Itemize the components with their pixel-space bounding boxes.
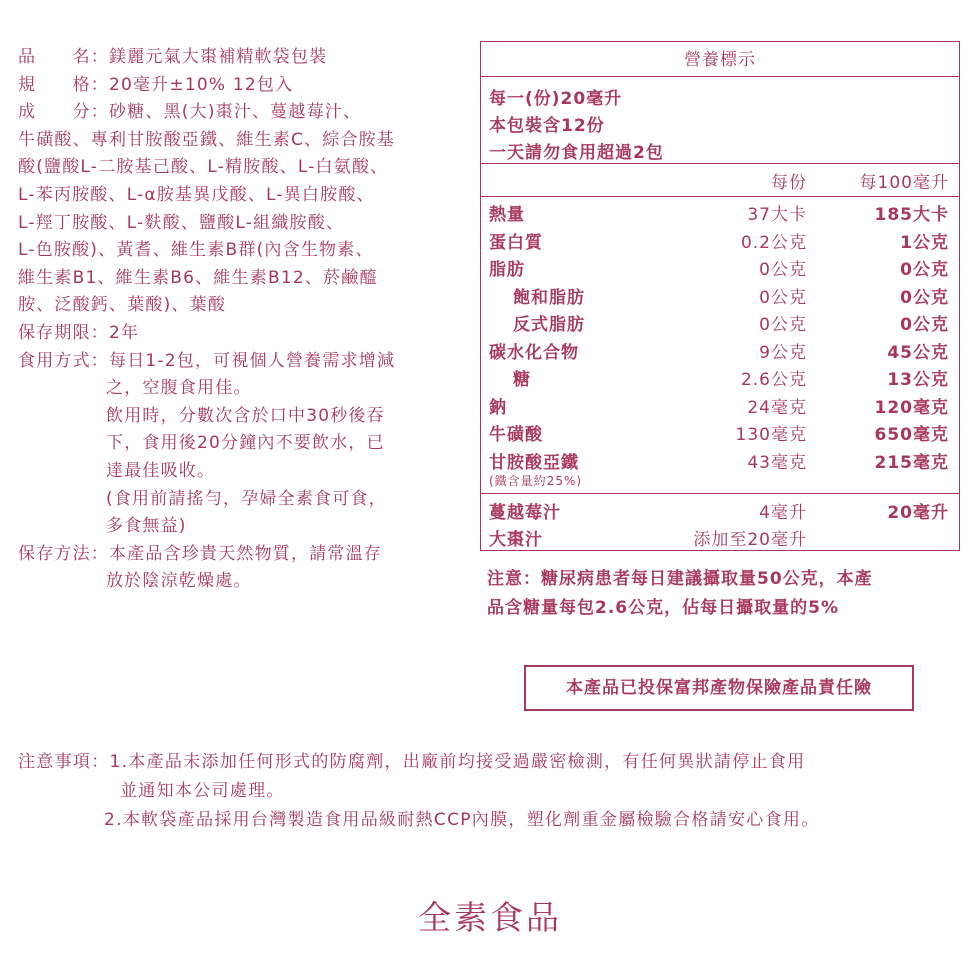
usage-cont-line: 達最佳吸收。 [106, 460, 216, 481]
table-row [481, 498, 959, 526]
table-row [481, 283, 959, 311]
ingredients-line: 牛磺酸、專利甘胺酸亞鐵、維生素C、綜合胺基 [18, 129, 396, 150]
table-row [481, 228, 959, 256]
usage-cont-line: 飲用時，分數次含於口中30秒後吞 [106, 405, 385, 426]
row-per-100: 20毫升 [887, 503, 949, 523]
ingredients-line: 維生素B1、維生素B6、維生素B12、菸鹼醯 [18, 267, 378, 288]
row-per-100: 1公克 [900, 232, 949, 253]
footer-line: 2.本軟袋產品採用台灣製造食用品級耐熱CCP內膜，塑化劑重金屬檢驗合格請安心食用。 [104, 810, 820, 830]
usage-cont-line: 下，食用後20分鐘內不要飲水，已 [106, 433, 385, 454]
note-line: 注意：糖尿病患者每日建議攝取量50公克，本產 [487, 569, 873, 589]
iron-note-row [481, 472, 959, 500]
row-per-100: 215毫克 [874, 452, 949, 473]
row-name: 飽和脂肪 [513, 287, 585, 308]
row-per-100: 120毫克 [874, 397, 949, 418]
row-per-100: 0公克 [900, 287, 949, 308]
daily-limit: 一天請勿食用超過2包 [489, 143, 664, 163]
row-name: 脂肪 [489, 260, 525, 280]
divider [481, 196, 959, 197]
ingredients-line: L-色胺酸)、黃耆、維生素B群(內含生物素、 [18, 240, 374, 261]
vegan-label: 全素食品 [418, 898, 562, 937]
table-row [481, 255, 959, 283]
usage-line: 食用方式：每日1-2包，可視個人營養需求增減 [18, 350, 396, 371]
row-name: 反式脂肪 [513, 315, 585, 335]
row-per-100: 0公克 [900, 315, 949, 335]
ingredients-line: 成 分：砂糖、黑(大)棗汁、蔓越莓汁、 [18, 102, 362, 123]
row-per-serving: 4毫升 [759, 503, 807, 523]
table-row [481, 420, 959, 448]
row-name: 熱量 [489, 205, 525, 225]
row-name: 甘胺酸亞鐵 [489, 452, 579, 473]
row-per-serving: 0公克 [759, 315, 807, 335]
row-name: 碳水化合物 [489, 342, 579, 363]
table-row [481, 525, 959, 553]
row-name: 鈉 [489, 397, 507, 418]
row-per-100: 185大卡 [874, 205, 949, 225]
row-name: 糖 [513, 370, 531, 390]
row-per-serving: 24毫克 [747, 397, 807, 418]
diabetes-note [487, 565, 962, 623]
usage-cont-line: 之，空腹食用佳。 [106, 378, 252, 399]
table-row [481, 393, 959, 421]
ingredients-line: 酸(鹽酸L-二胺基己酸、L-精胺酸、L-白氨酸、 [18, 157, 389, 178]
product-info [18, 44, 468, 596]
storage-cont-line: 放於陰涼乾燥處。 [106, 571, 252, 592]
row-name: 大棗汁 [489, 530, 543, 550]
storage-line: 保存方法：本產品含珍貴天然物質，請常溫存 [18, 543, 382, 564]
row-per-100: 45公克 [887, 342, 949, 363]
footer-notes [18, 748, 968, 835]
usage-cont-line: (食用前請搖勻，孕婦全素食可食， [106, 488, 387, 509]
footer-line: 並通知本公司處理。 [120, 781, 285, 801]
nutrition-panel [480, 41, 960, 551]
divider [481, 493, 959, 494]
row-per-serving: 130毫克 [735, 425, 807, 445]
ingredients-line: L-羥丁胺酸、L-麩酸、鹽酸L-組織胺酸、 [18, 212, 345, 233]
insurance-badge: 本產品已投保富邦產物保險產品責任險 [524, 665, 914, 711]
row-per-serving: 37大卡 [747, 205, 807, 225]
divider [481, 76, 959, 77]
row-name: 蛋白質 [489, 232, 543, 253]
row-per-serving: 0公克 [759, 287, 807, 308]
ingredients-line: L-苯丙胺酸、L-α胺基異戊酸、L-異白胺酸、 [18, 184, 375, 205]
divider [481, 163, 959, 164]
row-per-100: 650毫克 [874, 425, 949, 445]
table-row [481, 310, 959, 338]
per-serving-header: 每份 [771, 173, 807, 193]
table-row [481, 200, 959, 228]
column-header [481, 168, 959, 196]
row-name: 牛磺酸 [489, 425, 543, 445]
product-name-line: 品 名：鎂麗元氣大棗補精軟袋包裝 [18, 47, 328, 67]
row-per-serving: 2.6公克 [740, 370, 807, 390]
row-per-serving: 0.2公克 [740, 232, 807, 253]
footer-line: 注意事項：1.本產品未添加任何形式的防腐劑，出廠前均接受過嚴密檢測，有任何異狀請停止食用 [18, 752, 806, 772]
per-100-header: 每100毫升 [859, 173, 949, 193]
row-per-serving: 9公克 [759, 342, 807, 363]
row-name: 蔓越莓汁 [489, 503, 561, 523]
iron-note: (鐵含量約25%) [489, 474, 583, 488]
servings-per-pack: 本包裝含12份 [489, 116, 605, 136]
row-per-100: 0公克 [900, 260, 949, 280]
serving-size: 每一(份)20毫升 [489, 89, 623, 109]
note-line: 品含糖量每包2.6公克，佔每日攝取量的5% [487, 598, 839, 618]
row-per-serving: 43毫克 [747, 452, 807, 473]
ingredients-line: 胺、泛酸鈣、葉酸)、葉酸 [18, 295, 227, 316]
nutrition-title: 營養標示 [684, 50, 756, 70]
row-per-100: 13公克 [887, 370, 949, 390]
row-per-serving: 0公克 [759, 260, 807, 280]
shelf-life-line: 保存期限：2年 [18, 322, 140, 343]
table-row [481, 365, 959, 393]
usage-cont-line: 多食無益) [106, 516, 187, 537]
spec-line: 規 格：20毫升±10% 12包入 [18, 74, 294, 95]
table-row [481, 338, 959, 366]
row-per-serving: 添加至20毫升 [693, 530, 807, 550]
